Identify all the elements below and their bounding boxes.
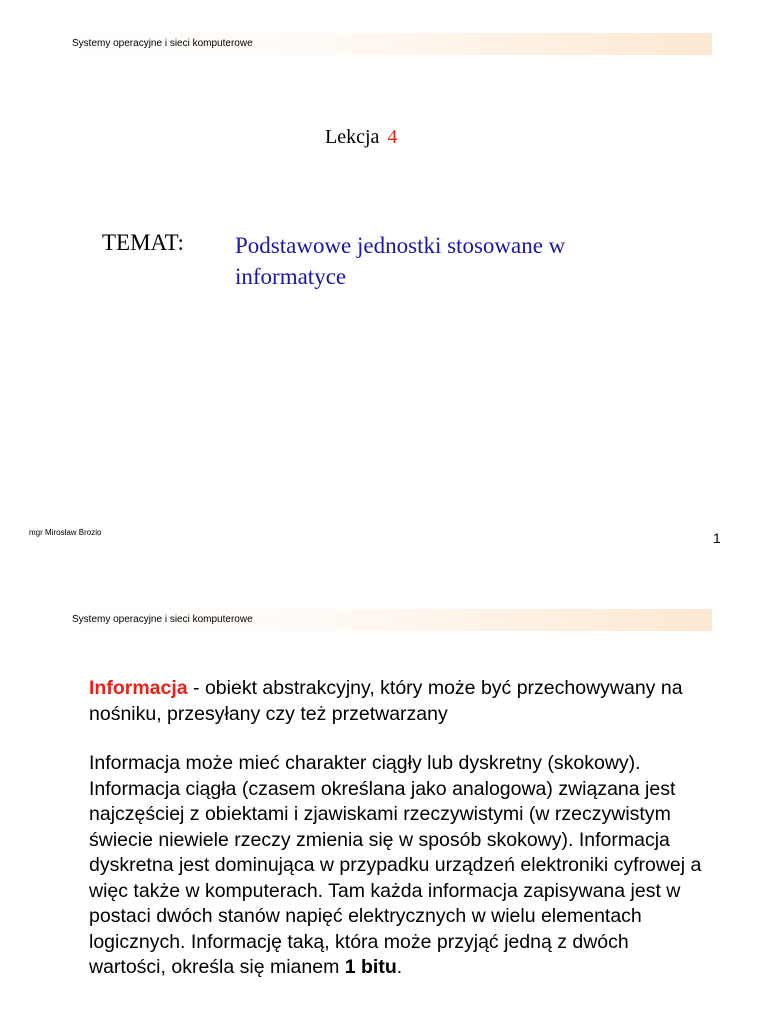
definition-term: Informacja	[89, 677, 188, 699]
slide-header-band	[62, 33, 712, 55]
definition-text: - obiekt abstrakcyjny, który może być przechowywany na nośniku, przesyłany czy też przetwarzany	[89, 677, 683, 725]
slide-header-band	[62, 609, 712, 631]
course-title: Systemy operacyjne i sieci komputerowe	[72, 38, 253, 49]
slide-2	[0, 576, 768, 1024]
lesson-heading	[325, 126, 397, 149]
lesson-label: Lekcja	[325, 126, 380, 148]
paragraph-end: .	[396, 956, 403, 978]
topic-label: TEMAT:	[102, 230, 184, 255]
definition-paragraph	[89, 676, 709, 727]
lesson-number: 4	[387, 126, 398, 148]
body-paragraph	[89, 751, 709, 981]
paragraph-text: Informacja może mieć charakter ciągły lub dyskretny (skokowy). Informacja ciągła (czasem określana jako analogowa) związana jest najczęściej z obiektami i zjawiskami rzeczywistymi (w rzeczywistym świecie niewiele rzeczy zmienia się w sposób skokowy). Informacja dyskretna jest dominująca w przypadku urządzeń elektroniki cyfrowej a więc także w komputerach. Tam każda informacja zapisywana jest w postaci dwóch stanów napięć elektrycznych w wielu elementach logicznych. Informację taką, która może przyjąć jedną z dwóch wartości, określa się mianem	[89, 752, 702, 978]
page-number: 1	[713, 530, 721, 546]
course-title: Systemy operacyjne i sieci komputerowe	[72, 614, 253, 625]
paragraph-emphasis: 1 bitu	[344, 956, 397, 978]
author-footer: mgr Mirosław Brozio	[29, 528, 102, 537]
topic-text: Podstawowe jednostki stosowane w informatyce	[235, 233, 566, 289]
